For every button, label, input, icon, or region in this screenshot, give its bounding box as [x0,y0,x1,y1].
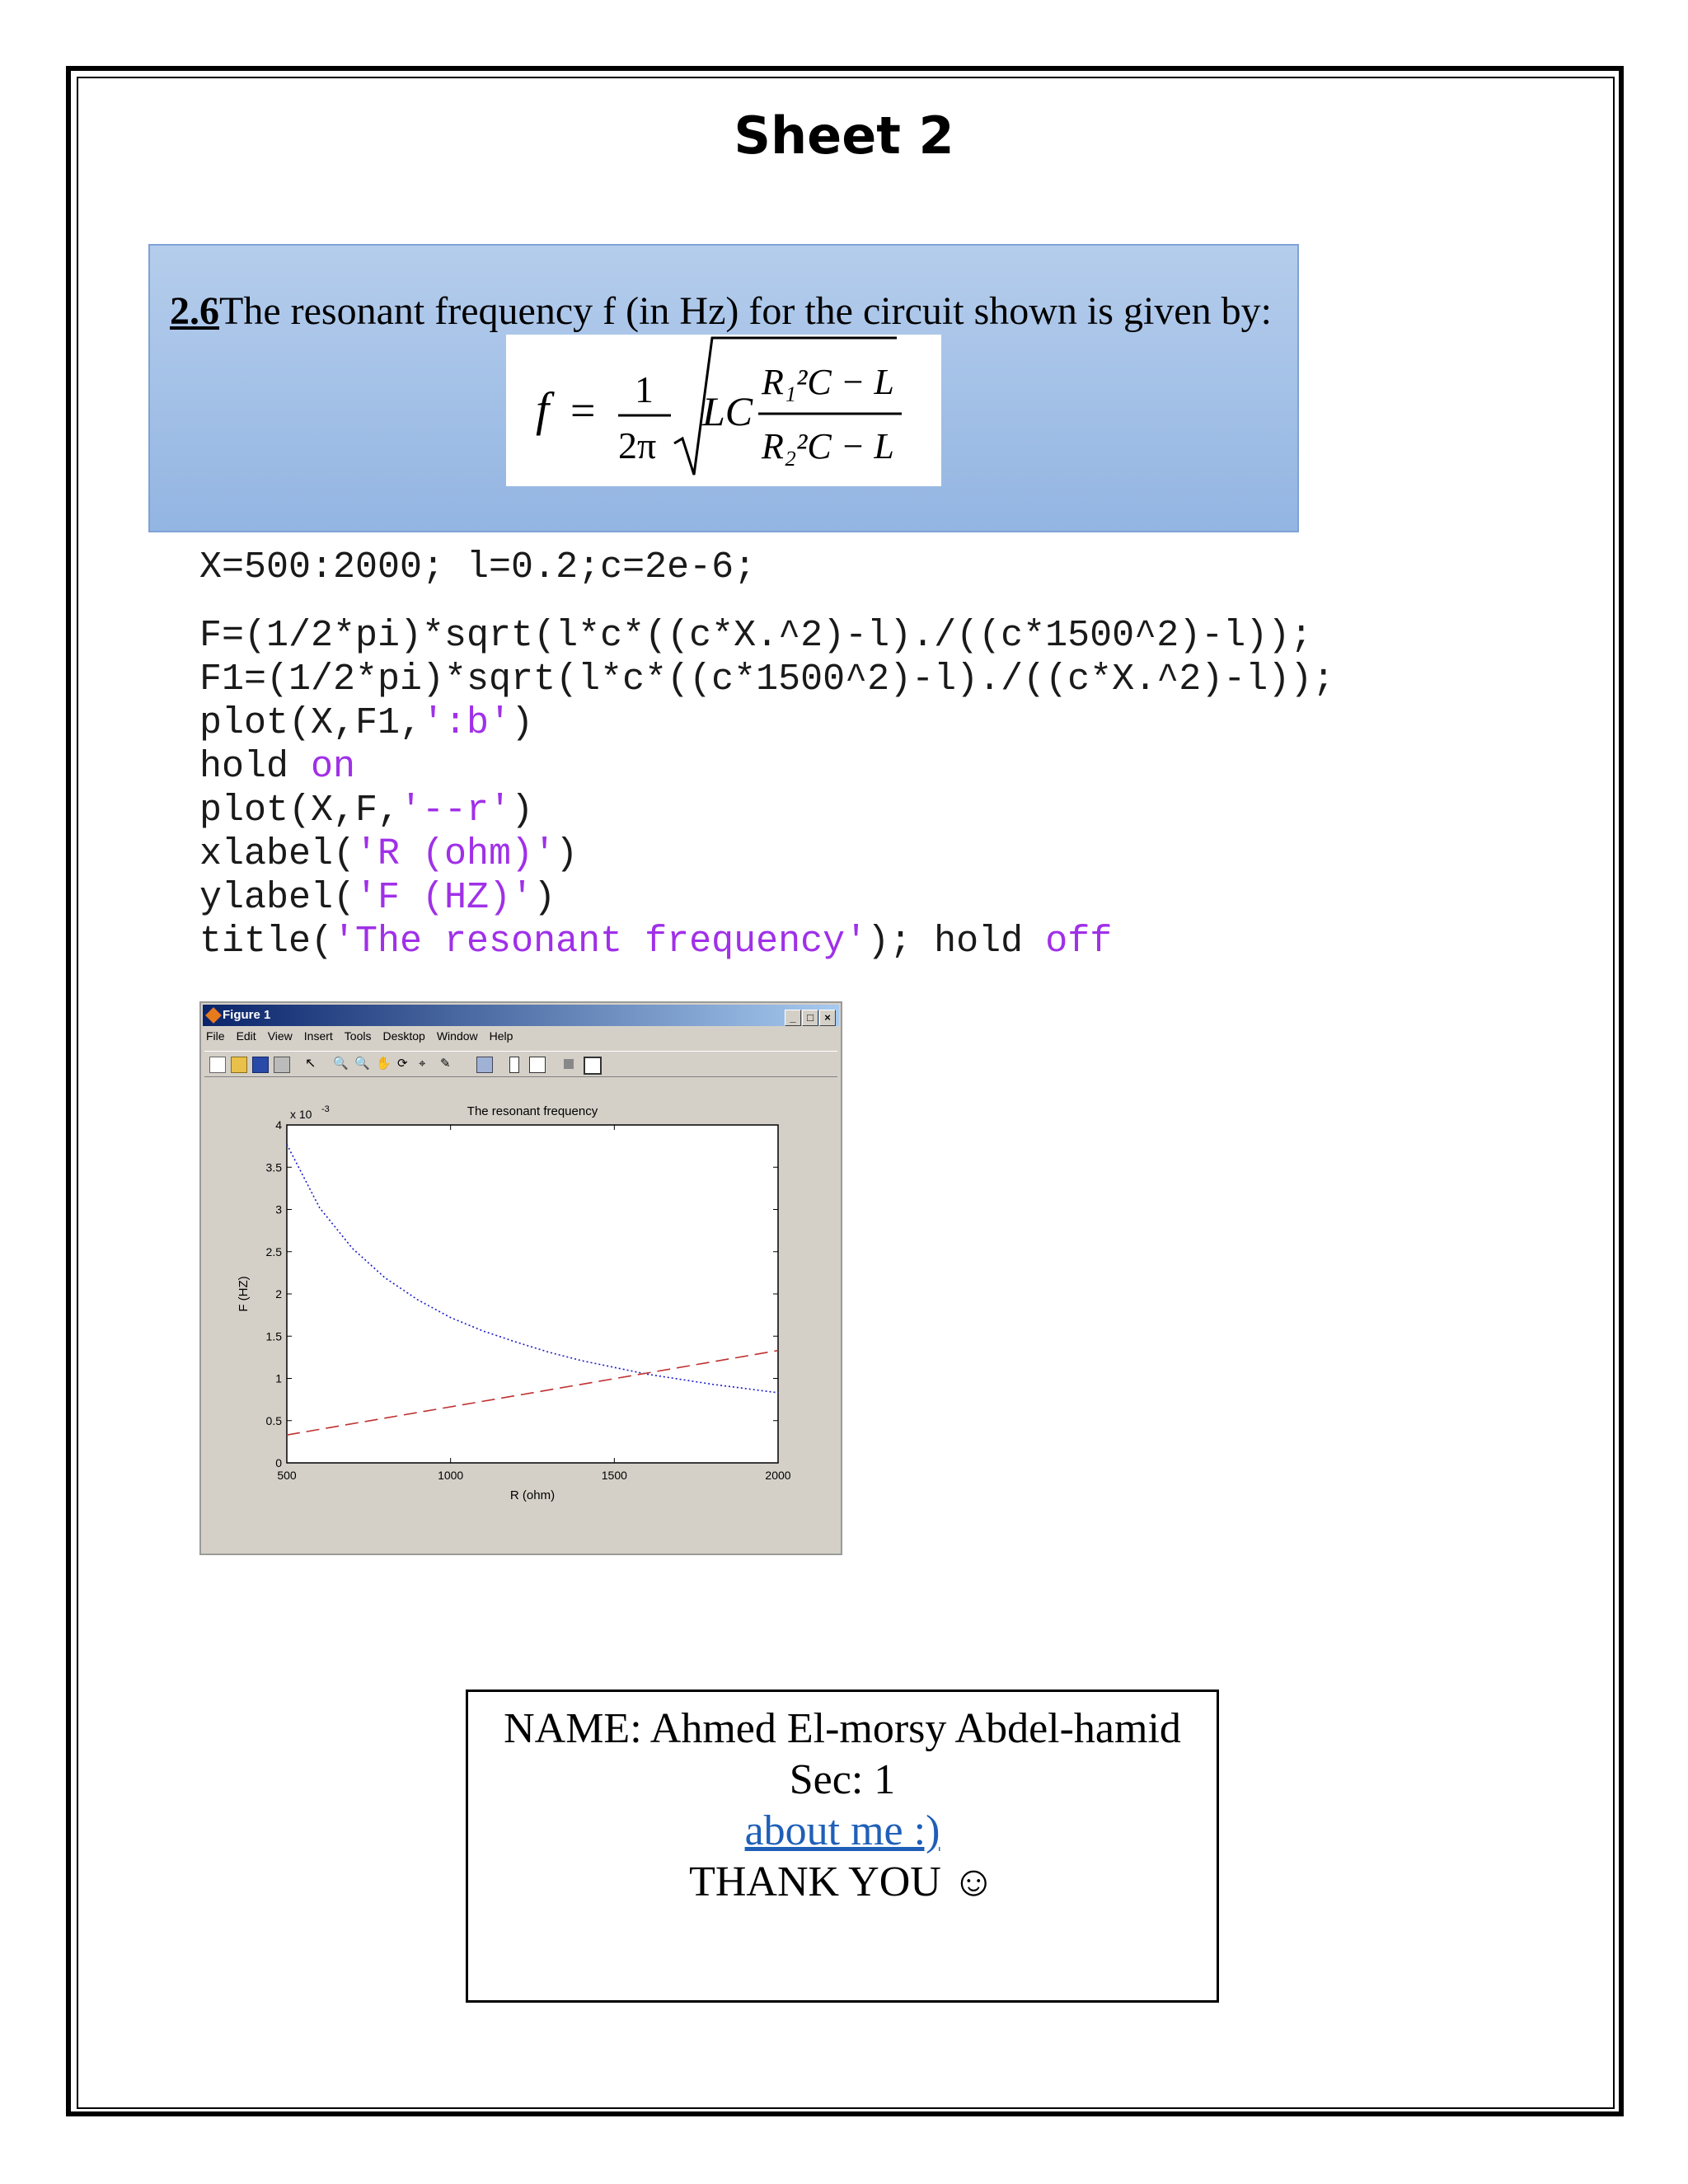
code-text: ) [511,702,534,744]
y-exponent: -3 [321,1104,330,1114]
code-line-2: F=(1/2*pi)*sqrt(l*c*((c*X.^2)-l)./((c*1500^2)-l)); [199,615,1313,657]
open-icon[interactable] [231,1057,247,1073]
figure-titlebar[interactable] [203,1005,839,1026]
code-string: off [1045,921,1113,963]
formula-lc: LC [702,388,753,434]
code-text: ) [556,833,579,875]
formula-equals: = [570,386,596,435]
y-exponent-label: x 10 [290,1108,312,1121]
figure-title: Figure 1 [223,1008,271,1022]
formula-numerator: R₁²C − L [762,362,894,402]
save-icon[interactable] [252,1057,269,1073]
code-text: plot(X,F, [199,790,401,832]
author-name: NAME: Ahmed El-morsy Abdel-hamid [504,1705,1181,1752]
code-string: ':b' [422,702,512,744]
brush-icon[interactable]: ✎ [440,1057,451,1071]
menu-edit[interactable]: Edit [236,1029,256,1043]
hide-tools-icon[interactable] [564,1059,574,1069]
code-line-5 [199,745,1334,789]
code-line-9 [199,920,1334,963]
new-icon[interactable] [209,1057,226,1073]
code-text: ); hold [867,921,1046,963]
menu-view[interactable]: View [267,1029,293,1043]
x-axis-label: R (ohm) [509,1488,556,1502]
pan-icon[interactable]: ✋ [376,1057,392,1071]
code-line-7 [199,832,1334,876]
sheet-title: Sheet 2 [734,105,954,166]
plot-area [287,1125,778,1463]
x-tick-label: 500 [277,1469,297,1482]
code-line-3: F1=(1/2*pi)*sqrt(l*c*((c*1500^2)-l)./((c*X.^2)-l)); [199,658,1335,701]
author-info-box [466,1690,1219,2003]
close-button[interactable]: × [819,1010,836,1026]
code-text: title( [199,921,334,963]
menu-help[interactable]: Help [489,1029,513,1043]
code-string: 'The resonant frequency' [333,921,868,963]
thank-you-text: THANK YOU ☺ [689,1858,996,1905]
arrow-icon[interactable]: ↖ [305,1057,316,1071]
code-line-1: X=500:2000; l=0.2;c=2e-6; [199,546,757,588]
y-tick-label: 0.5 [265,1413,282,1427]
problem-statement [170,288,1272,334]
zoom-in-icon[interactable]: 🔍 [333,1057,349,1071]
y-tick-label: 0 [275,1456,282,1469]
link-icon[interactable] [476,1057,493,1073]
menu-window[interactable]: Window [436,1029,478,1043]
code-text: ) [511,790,534,832]
code-string: '--r' [400,790,512,832]
y-tick-label: 1.5 [265,1329,282,1343]
problem-text: The resonant frequency f (in Hz) for the circuit shown is given by: [219,289,1272,333]
code-text: xlabel( [199,833,356,875]
formula-one: 1 [635,368,654,410]
x-tick-label: 1000 [438,1469,464,1482]
code-line-6 [199,789,1334,832]
figure-toolbar [204,1051,837,1077]
chart-title: The resonant frequency [467,1104,598,1118]
code-block [199,614,1334,963]
rotate-icon[interactable]: ⟳ [397,1057,408,1071]
y-tick-label: 4 [275,1118,282,1132]
figure-window [199,1001,842,1555]
code-text: ) [533,877,556,919]
code-text: hold [199,746,312,788]
show-tools-icon[interactable] [584,1057,602,1075]
menu-tools[interactable]: Tools [344,1029,372,1043]
code-text: ylabel( [199,877,356,919]
about-me-link[interactable]: about me :) [744,1807,940,1854]
legend-icon[interactable] [529,1057,546,1073]
y-axis-label: F (HZ) [237,1276,251,1312]
code-string: on [311,746,356,788]
matlab-icon [205,1007,222,1024]
code-line-4 [199,701,1334,745]
datacursor-icon[interactable]: ⌖ [419,1057,426,1071]
chart-svg [201,1077,841,1554]
author-section: Sec: 1 [789,1756,896,1803]
zoom-out-icon[interactable]: 🔍 [354,1057,370,1071]
y-tick-label: 2 [275,1287,282,1301]
menu-file[interactable]: File [206,1029,225,1043]
menu-desktop[interactable]: Desktop [382,1029,425,1043]
x-tick-label: 2000 [765,1469,791,1482]
code-string: 'R (ohm)' [355,833,556,875]
code-line-8 [199,876,1334,920]
formula-image [506,335,941,486]
formula-svg [506,335,941,486]
code-string: 'F (HZ)' [355,877,534,919]
y-tick-label: 3 [275,1202,282,1216]
figure-menubar [206,1029,524,1047]
y-tick-label: 1 [275,1371,282,1385]
formula-denominator: R₂²C − L [762,426,894,466]
code-text: plot(X,F1, [199,702,423,744]
maximize-button[interactable]: □ [802,1010,818,1026]
y-tick-label: 2.5 [265,1244,282,1258]
y-tick-label: 3.5 [265,1160,282,1174]
formula-two-pi: 2π [618,424,657,466]
minimize-button[interactable]: _ [785,1010,801,1026]
formula-f: f [536,382,550,436]
menu-insert[interactable]: Insert [303,1029,333,1043]
colorbar-icon[interactable] [509,1057,519,1073]
problem-number: 2.6 [170,289,219,333]
x-tick-label: 1500 [601,1469,627,1482]
print-icon[interactable] [274,1057,290,1073]
